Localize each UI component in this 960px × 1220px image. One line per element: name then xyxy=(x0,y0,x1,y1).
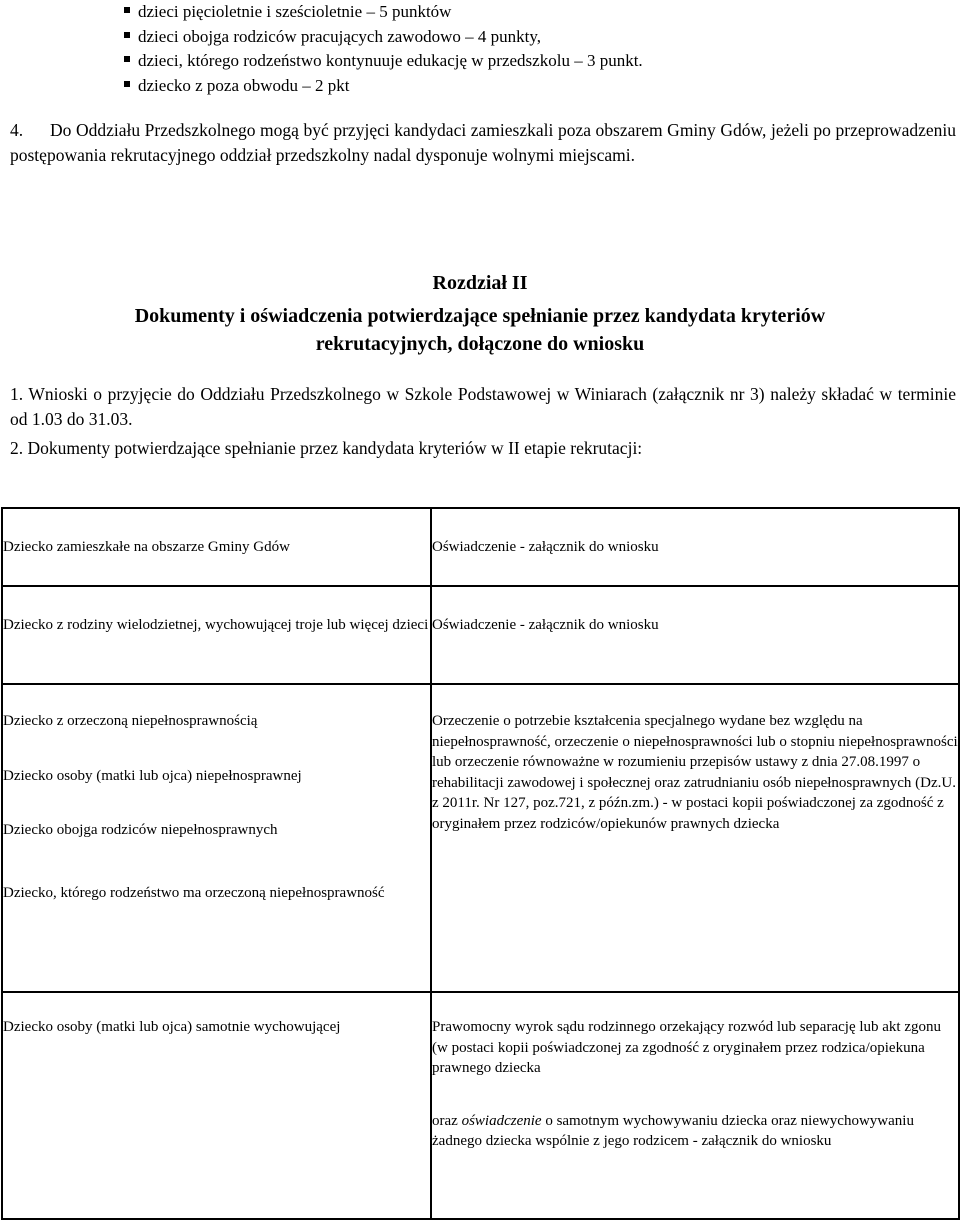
document-text-2: oraz oświadczenie o samotnym wychowywaniu dziecka oraz niewychowywaniu żadnego dziecka wspólnie z jego rodzicem - załącznik do wniosku xyxy=(432,1112,914,1149)
criterion-text: Dziecko osoby (matki lub ojca) samotnie wychowującej xyxy=(3,1019,341,1035)
criterion-text: Dziecko obojga rodziców niepełnosprawnych xyxy=(3,822,278,838)
chapter-number: Rozdział II xyxy=(432,272,528,294)
square-bullet-icon xyxy=(124,56,130,62)
document-text: Orzeczenie o potrzebie kształcenia specjalnego wydane bez względu na niepełnosprawność, orzeczenie o niepełnosprawności lub o stopniu niepełnosprawności lub orzeczenie równoważne w rozumieniu przepisów ustawy z dnia 27.08.1997 o rehabilitacji zawodowej i społecznej oraz zatrudnianiu osób niepełnosprawnych (Dz.U. z 2011r. Nr 127, poz.721, z późn.zm.) - w postaci kopii poświadczonej za zgodność z oryginałem przez rodziców/opiekunów prawnych dziecka xyxy=(432,713,958,832)
bullet-text: dzieci pięcioletnie i sześcioletnie – 5 punktów xyxy=(138,2,452,21)
document-text: Oświadczenie - załącznik do wniosku xyxy=(432,539,659,555)
square-bullet-icon xyxy=(124,81,130,87)
criterion-text: Dziecko z orzeczoną niepełnosprawnością xyxy=(3,713,258,729)
table-row xyxy=(2,586,959,684)
document-cell xyxy=(431,992,959,1219)
list-item xyxy=(122,74,643,99)
item-number: 2. xyxy=(10,438,24,458)
documents-table xyxy=(1,507,960,1220)
document-text: Prawomocny wyrok sądu rodzinnego orzekający rozwód lub separację lub akt zgonu (w postaci kopii poświadczonej za zgodność z oryginałem przez rodzica/opiekuna prawnego dziecka xyxy=(432,1019,941,1076)
criterion-cell xyxy=(2,586,431,684)
criterion-cell xyxy=(2,684,431,992)
document-cell xyxy=(431,684,959,992)
bullet-text: dzieci obojga rodziców pracujących zawodowo – 4 punkty, xyxy=(138,26,541,46)
criterion-text: Dziecko osoby (matki lub ojca) niepełnosprawnej xyxy=(3,767,302,784)
criteria-points-list xyxy=(122,0,643,98)
square-bullet-icon xyxy=(124,7,130,13)
criterion-text: Dziecko, którego rodzeństwo ma orzeczoną niepełnosprawność xyxy=(3,884,385,901)
document-cell xyxy=(431,586,959,684)
criterion-cell xyxy=(2,992,431,1219)
item-text: Dokumenty potwierdzające spełnianie przez kandydata kryteriów w II etapie rekrutacji: xyxy=(27,438,643,458)
chapter-title-line-1: Dokumenty i oświadczenia potwierdzające spełnianie przez kandydata kryteriów xyxy=(134,305,826,327)
item-2-paragraph xyxy=(10,436,956,461)
criterion-text: Dziecko zamieszkałe na obszarze Gminy Gdów xyxy=(3,539,290,555)
table-row xyxy=(2,684,959,992)
bullet-text: dzieci, którego rodzeństwo kontynuuje edukację w przedszkolu – 3 punkt. xyxy=(138,51,643,70)
document-text: Oświadczenie - załącznik do wniosku xyxy=(432,617,659,633)
bullet-text: dziecko z poza obwodu – 2 pkt xyxy=(138,75,350,95)
list-item xyxy=(122,25,643,50)
list-item xyxy=(122,49,643,74)
item-text: Wnioski o przyjęcie do Oddziału Przedszkolnego w Szkole Podstawowej w Winiarach (załącznik nr 3) należy składać w terminie od 1.03 do 31.03. xyxy=(10,384,956,429)
list-item xyxy=(122,0,643,25)
point-text: Do Oddziału Przedszkolnego mogą być przyjęci kandydaci zamieszkali poza obszarem Gminy Gdów, jeżeli po przeprowadzeniu postępowania rekrutacyjnego oddział przedszkolny nadal dysponuje wolnymi miejscami. xyxy=(10,120,956,165)
table-row xyxy=(2,508,959,586)
document-cell xyxy=(431,508,959,586)
item-1-paragraph xyxy=(10,382,956,432)
table-row xyxy=(2,992,959,1219)
criterion-cell xyxy=(2,508,431,586)
point-number: 4. xyxy=(10,120,24,140)
item-number: 1. xyxy=(10,384,24,404)
point-4-paragraph xyxy=(10,118,956,168)
chapter-title-line-2: rekrutacyjnych, dołączone do wniosku xyxy=(315,333,645,355)
criterion-text: Dziecko z rodziny wielodzietnej, wychowującej troje lub więcej dzieci xyxy=(3,617,429,633)
square-bullet-icon xyxy=(124,32,130,38)
